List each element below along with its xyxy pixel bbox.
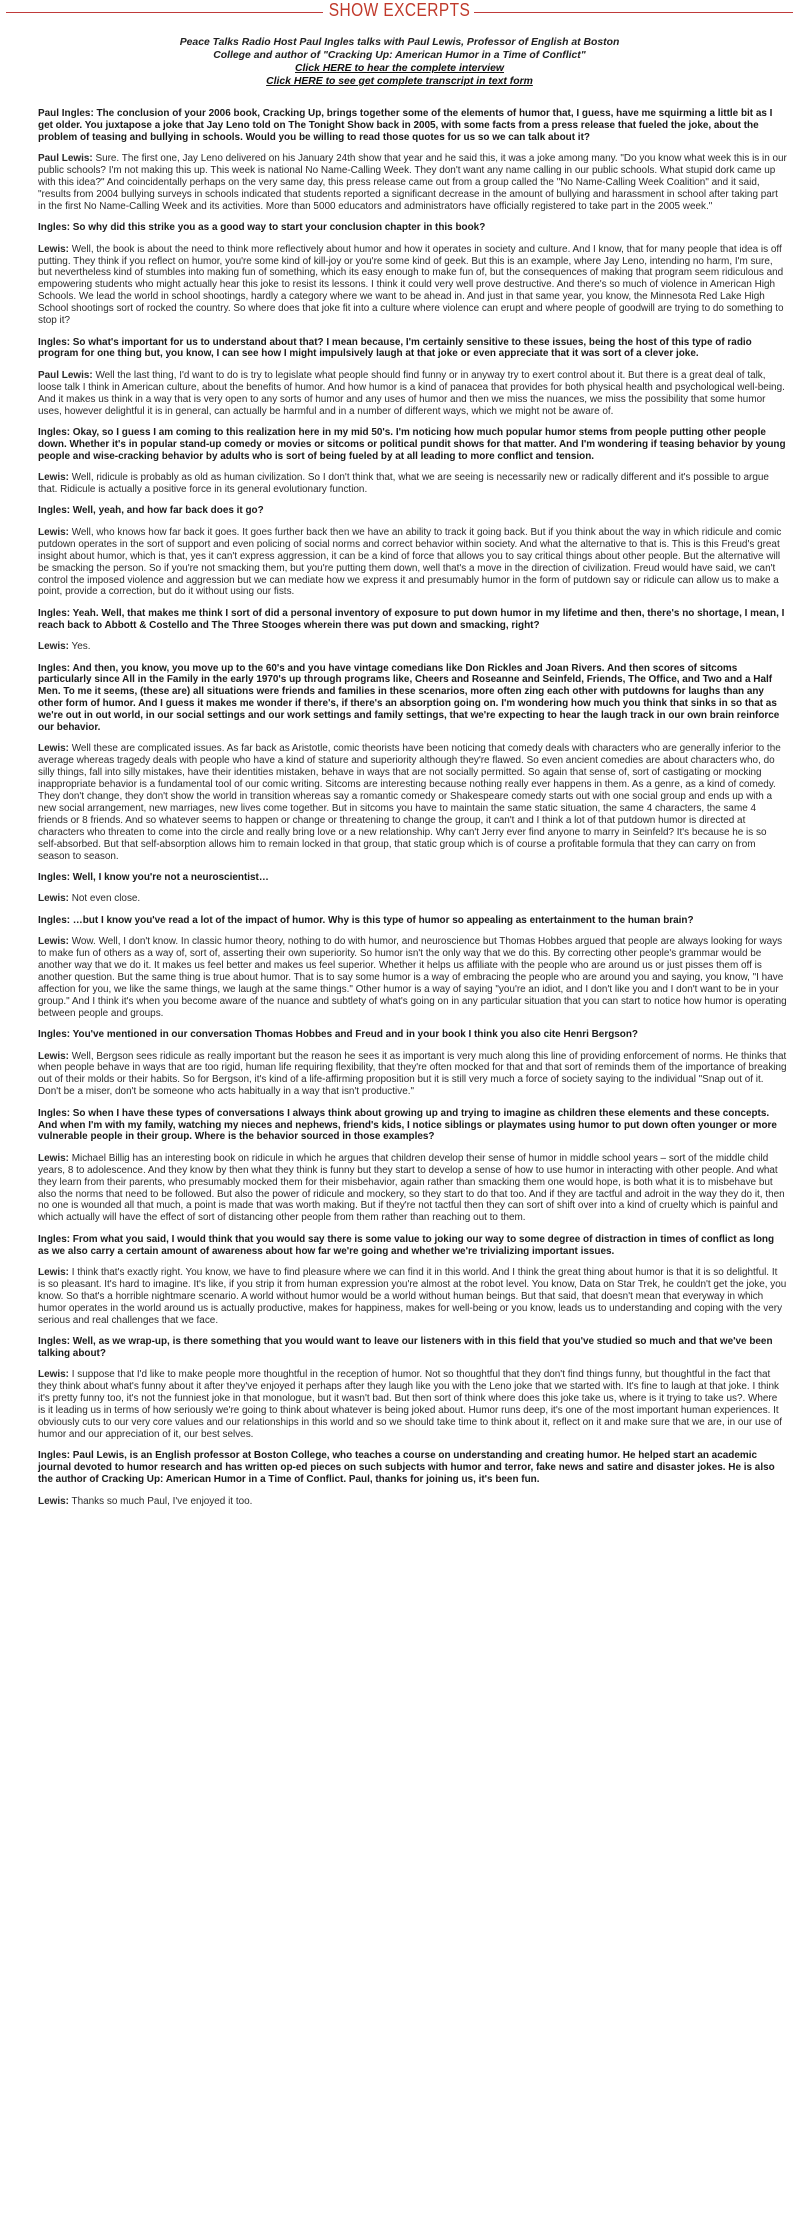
speech-text: So what's important for us to understand about that? I mean because, I'm certainly sensitive to these issues, being the host of this type of radio program for one thing but, you know, I can see how I might impulsively laugh at that joke or even appreciate that it was sort of a clever joke. (38, 336, 752, 360)
speaker-label: Ingles: (38, 222, 71, 234)
transcript (0, 108, 799, 1508)
speaker-label: Lewis: (38, 1495, 69, 1507)
speaker-label: Lewis: (38, 743, 69, 755)
speaker-label: Ingles: (38, 1336, 71, 1348)
speech-text: So why did this strike you as a good way to start your conclusion chapter in this book? (72, 222, 486, 234)
question-paragraph (38, 872, 787, 884)
question-paragraph (38, 1450, 787, 1486)
speaker-label: Lewis: (38, 893, 69, 905)
speech-text: Well the last thing, I'd want to do is try to legislate what people should find funny or in anyway try to exert control about it. But there is a great deal of talk, loose talk I think in American culture, about the benefits of humor. And how humor is a kind of panacea that provides for both physical health and psychological well-being. And it makes us think in a way that is very open to any sorts of humor and any uses of humor and then we miss the nuances, we miss the possibility that some humor uses, however delightful it is in general, can actually be harmful and in a number of different ways, which we might not be aware of. (38, 369, 785, 417)
question-paragraph (38, 663, 787, 734)
speech-text: I think that's exactly right. You know, we have to find pleasure where we can find it in this world. And I think the great thing about humor is that it is so delightful. It is so pleasant. It's hard to imagine. It's like, if you strip it from human expression you're almost at the robot level. You know, Data on Star Trek, he couldn't get the joke, you know. So that's a horrible nightmare scenario. A world without humor would be a world without human beings. But that said, that doesn't mean that everyway in which humor operates in the world around us is actually productive, makes for happiness, makes for well-being or you know, leads us to understanding and coping with the very serious and real challenges that we face. (38, 1267, 787, 1326)
speaker-label: Lewis: (38, 243, 69, 255)
speaker-label: Ingles: (38, 662, 71, 674)
answer-paragraph (38, 527, 787, 598)
answer-paragraph (38, 1369, 787, 1440)
speaker-label: Paul Lewis: (38, 369, 93, 381)
speech-text: Well, as we wrap-up, is there something that you would want to leave our listeners with in this field that you've studied so much and that we've been talking about? (38, 1336, 773, 1360)
speech-text: Okay, so I guess I am coming to this realization here in my mid 50's. I'm noticing how much popular humor stems from people putting other people down. Whether it's in popular stand-up comedy or movies or sitcoms or political pundit shows for that matter. And I'm wondering if teasing behavior by young people and wise-cracking behavior by adults who is sort of being fueled by at all leading to more conflict and tension. (38, 426, 786, 462)
speaker-label: Ingles: (38, 1107, 71, 1119)
answer-paragraph (38, 641, 787, 653)
question-paragraph (38, 1108, 787, 1144)
speaker-label: Lewis: (38, 526, 69, 538)
answer-paragraph (38, 244, 787, 327)
speaker-label: Lewis: (38, 1152, 69, 1164)
answer-paragraph (38, 1051, 787, 1099)
speech-text: Well, ridicule is probably as old as human civilization. So I don't think that, what we are seeing is necessarily new or radically different and it's possible to argue that. Ridicule is actually a positive force in its general evolutionary function. (38, 472, 769, 496)
speech-text: And then, you know, you move up to the 60's and you have vintage comedians like Don Rickles and Joan Rivers. And then scores of sitcoms particularly since All in the Family in the early 1970's up through programs like, Cheers and Roseanne and Seinfeld, Friends, The Office, and Two and a Half Men. To me it seems, (these are) all situations were friends and families in these scenarios, more often zing each other with putdowns for laughs than any other form of humor. And I guess it makes me wonder if there's, if there's an absorption going on. I'm wondering how much you think that sinks in so that as we're out in out world, in our social settings and our work settings and family settings, that we're expecting to hear the laugh track in our own brain reinforce our behavior. (38, 662, 780, 734)
question-paragraph (38, 222, 787, 234)
speaker-label: Ingles: (38, 914, 71, 926)
answer-paragraph (38, 743, 787, 862)
question-paragraph (38, 427, 787, 463)
speaker-label: Lewis: (38, 1369, 69, 1381)
answer-paragraph (38, 1153, 787, 1224)
question-paragraph (38, 337, 787, 361)
answer-paragraph (38, 153, 787, 213)
speaker-label: Lewis: (38, 1267, 69, 1279)
speaker-label: Ingles: (38, 872, 71, 884)
question-paragraph (38, 1029, 787, 1041)
speaker-label: Ingles: (38, 1029, 71, 1041)
speaker-label: Lewis: (38, 472, 69, 484)
page-title: SHOW EXCERPTS (328, 0, 471, 20)
hear-interview-link[interactable]: Click HERE to hear the complete interview (294, 63, 505, 74)
question-paragraph (38, 1234, 787, 1258)
section-header (0, 0, 799, 20)
speech-text: …but I know you've read a lot of the impact of humor. Why is this type of humor so appealing as entertainment to the human brain? (72, 914, 694, 926)
speech-text: Well, I know you're not a neuroscientist… (72, 872, 269, 884)
speech-text: Paul Lewis, is an English professor at Boston College, who teaches a course on understanding and creating humor. He helped start an academic journal devoted to humor research and has written op-ed pieces on such subjects with humor and terror, fake news and satire and disaster jokes. He is also the author of Cracking Up: American Humor in a Time of Conflict. Paul, thanks for joining us, it's been fun. (38, 1450, 775, 1486)
intro-line-2: College and author of "Cracking Up: American Humor in a Time of Conflict" (213, 50, 586, 61)
answer-paragraph (38, 1267, 787, 1327)
intro-line-1: Peace Talks Radio Host Paul Ingles talks with Paul Lewis, Professor of English at Boston (179, 37, 620, 48)
question-paragraph (38, 608, 787, 632)
speaker-label: Ingles: (38, 607, 71, 619)
answer-paragraph (38, 936, 787, 1019)
speech-text: Thanks so much Paul, I've enjoyed it too. (71, 1495, 253, 1507)
speech-text: You've mentioned in our conversation Thomas Hobbes and Freud and in your book I think you also cite Henri Bergson? (72, 1029, 638, 1041)
speech-text: Well, yeah, and how far back does it go? (72, 505, 264, 517)
speech-text: Not even close. (71, 893, 141, 905)
speech-text: Well, the book is about the need to think more reflectively about humor and how it operates in society and culture. And I know, that for many people that idea is off putting. They think if you reflect on humor, you're some kind of kill-joy or you're some kind of geek. But this is an example, where Jay Leno, intending no harm, I'm sure, but nevertheless kind of stumbles into making fun of something, which its easy enough to make fun of, but the consequences of making that program seem ridiculous and empowering students who might actually hear this joke to resist its lessons. I think it could very well prove destructive. And there's so much of violence in American High Schools. We lead the world in school shootings, hardly a category where we want to be ahead in. And just in that same year, you know, the Minnesota Red Lake High School shootings sort of rocked the country. So where does that joke fit into a culture where violence can erupt and where people of goodwill are trying to do something to stop it? (38, 243, 784, 327)
speech-text: Michael Billig has an interesting book on ridicule in which he argues that children develop their sense of humor in middle school years – sort of the middle child years, 8 to adolescence. And they know by then what they think is funny but they start to develop a sense of how to use humor in interacting with other people. And what they learn from their parents, who presumably mocked them for their misbehavior, again rather than smacking them one would hope, is both what it is to misbehave but also the norms that need to be followed. But also the power of ridicule and mockery, so they start to do that too. And if they are tactful and adroit in the way they do it, then no one is wounded all that much, a point is made that was worth making. But if they're not tactful then they can sort of shift over into a kind of cruelty which is painful and which actually will have the effect of sort of distancing other people from them rather than reaching out to them. (38, 1152, 785, 1224)
speaker-label: Lewis: (38, 641, 69, 653)
speaker-label: Ingles: (38, 426, 71, 438)
answer-paragraph (38, 472, 787, 496)
speaker-label: Paul Ingles: (38, 108, 94, 119)
intro-block (150, 36, 649, 88)
speech-text: Yeah. Well, that makes me think I sort of did a personal inventory of exposure to put down humor in my lifetime and then, there's no shortage, I mean, I reach back to Abbott & Costello and The Three Stooges wherein there was put down and smacking, right? (38, 607, 785, 631)
transcript-link[interactable]: Click HERE to see get complete transcript in text form (266, 76, 533, 87)
speaker-label: Paul Lewis: (38, 153, 93, 165)
answer-paragraph (38, 893, 787, 905)
header-rule-right (474, 12, 793, 13)
speech-text: Well, Bergson sees ridicule as really important but the reason he sees it as important is very much along this line of providing enforcement of norms. He thinks that when people behave in ways that are too rigid, human life requiring flexibility, that they're often mocked for that and that sort of reminds them of the importance of breaking out of their molds or their habits. So for Bergson, it's kind of a life-affirming proposition but it is still very much a force of society saying to the individual "Snap out of it. Don't be a miser, don't be someone who acts habitually in a way that isn't productive." (38, 1050, 787, 1098)
answer-paragraph (38, 1496, 787, 1508)
speech-text: Well these are complicated issues. As far back as Aristotle, comic theorists have been noticing that comedy deals with characters who are generally inferior to the average whereas tragedy deals with people who have a kind of stature and superiority although they're flawed. So even ancient comedies are about characters who, do silly things, fall into silly mistakes, have their identities mistaken, behave in ways that are not socially permitted. So again that sense of, sort of castigating or mocking inappropriate behavior is a fundamental tool of our comic writing. Sitcoms are interesting because nothing really ever happens in them. As a genre, as a kind of comedy. They don't change, they don't show the world in transition whereas say a romantic comedy or Shakespeare comedy starts out with one social group and ends up with a new social arrangement, new marriages, new lives come together. But in sitcoms you have to maintain the same static situation, the same 4 characters, the same 4 friends or 8 friends. And so whatever seems to happen or change or threatening to change the group, it can't and I think a lot of that putdown humor is directed at characters who threaten to come into the circle and really bring love or a new relationship. Why can't Jerry ever find anyone to marry in Seinfeld? It's because he is so self-absorbed. But that self-absorption allows him to remain locked in that group, that static group which is of course a profitable formula that they can carry on from season to season. (38, 743, 781, 862)
speech-text: From what you said, I would think that you would say there is some value to joking our way to some degree of distraction in times of conflict as long as we also carry a certain amount of awareness about how far we're going and whether we're trivializing important issues. (38, 1233, 775, 1257)
question-paragraph (38, 505, 787, 517)
question-paragraph (38, 915, 787, 927)
speaker-label: Ingles: (38, 505, 71, 517)
speaker-label: Ingles: (38, 1233, 71, 1245)
speech-text: So when I have these types of conversations I always think about growing up and trying to imagine as children these elements and these concepts. And when I'm with my family, watching my nieces and nephews, friend's kids, I notice siblings or playmates using humor to put down often younger or more vulnerable people in their group. Where is the behavior sourced in those examples? (38, 1107, 777, 1143)
question-paragraph (38, 1336, 787, 1360)
question-paragraph (38, 108, 787, 144)
speaker-label: Ingles: (38, 336, 71, 348)
speaker-label: Ingles: (38, 1450, 71, 1462)
speech-text: Wow. Well, I don't know. In classic humor theory, nothing to do with humor, and neuroscience but Thomas Hobbes argued that people are always looking for ways to make fun of others as a way of, sort of, asserting their own superiority. So humor isn't the only way that we do this. By correcting other people's grammar would be another way that we do it. It makes us feel better and makes us feel superior. Whether it helps us affiliate with the people who are around us or just pisses them off is another question. But the same thing is true about humor. That is to say some humor is a way of embracing the people who are around you and saying, you know, "I have affection for you, we like the same things, we laugh at the same things." Other humor is a way of saying "you're an idiot, and I don't like you and I don't want to be in your group." And I think it's when you become aware of the nuance and subtlety of what's going on in any particular situation that you can start to notice how humor is operating between people and groups. (38, 936, 787, 1019)
speaker-label: Lewis: (38, 936, 69, 948)
speech-text: Sure. The first one, Jay Leno delivered on his January 24th show that year and he said this, it was a joke among many. "Do you know what week this is in our public schools? I'm not making this up. This week is national No Name-Calling Week. They don't want any name calling in our public schools. What stupid dork came up with this idea?" And coincidentally perhaps on the very same day, this press release came out from a group called the "No Name-Calling Week Coalition" and it said, "results from 2004 bullying surveys in schools indicated that students reported a significant decrease in the amount of bullying and harassment in school after taking part in the first No Name-Calling Week and its activities. More than 5000 educators and administrators have officially registered to take part in the 2005 week." (38, 153, 787, 212)
speech-text: I suppose that I'd like to make people more thoughtful in the reception of humor. Not so thoughtful that they don't find things funny, but thoughtful in the fact that they think about what's funny about it after they've enjoyed it perhaps after they laugh like you with the Leno joke that we started with. It's fine to laugh at that joke. I think it's pretty funny too, it's not the funniest joke in that monologue, but it wasn't bad. But then sort of think where does this joke take us, where is it trying to take us?. Where is it leading us in terms of how seriously we're going to think about whatever is being joked about. Humor runs deep, it's one of the most important human experiences. It obviously cuts to our very core values and our relationships in this world and so we should take time to think about it, reflect on it and make sure that we are, in our use of humor and our appreciation of it, our best selves. (38, 1369, 783, 1440)
answer-paragraph (38, 370, 787, 418)
speech-text: Yes. (71, 641, 91, 653)
speech-text: The conclusion of your 2006 book, Cracking Up, brings together some of the elements of humor that, I guess, have me squirming a little bit as I get older. You juxtapose a joke that Jay Leno told on The Tonight Show back in 2005, with some facts from a press release that fueled the joke, about the problem of teasing and bullying in schools. Would you be willing to read those quotes for us so we can talk about it? (38, 108, 773, 143)
speech-text: Well, who knows how far back it goes. It goes further back then we have an ability to track it going back. But if you think about the way in which ridicule and comic putdown operates in the sort of support and even policing of social norms and correct behavior within society. And what the alternative to that is. This is this Freud's great insight about humor, which is that, yes it can't express aggression, it can be a kind of force that allows you to say critical things about other people. But the alternative will be smacking the person. So if you're not smacking them, but you're putting them down, well that's a move in the direction of civilization. Freud would have said, we can't control the imposed violence and aggression but we can mediate how we express it and presumably humor in the form of putdown say or ridicule can allow us to make a point, provide a correction, but do it without using our fists. (38, 526, 782, 598)
speaker-label: Lewis: (38, 1050, 69, 1062)
